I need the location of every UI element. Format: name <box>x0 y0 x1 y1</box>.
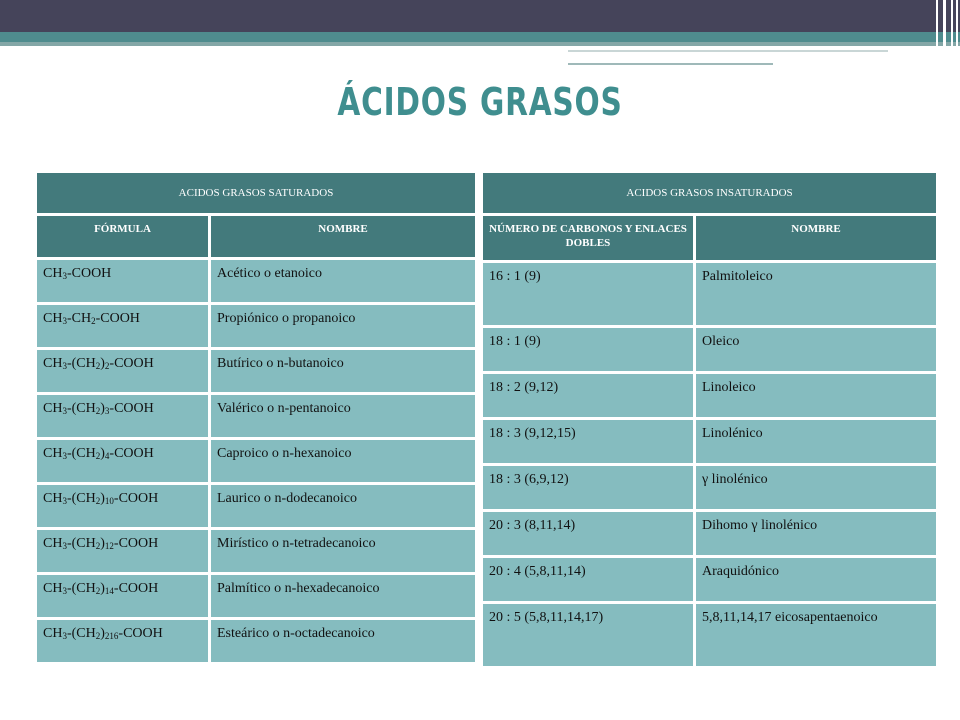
formula-text: -COOH <box>95 311 140 326</box>
formula-text: CH <box>43 401 63 416</box>
unsaturated-table <box>480 170 939 669</box>
acid-name-cell: Laurico o n-dodecanoico <box>210 484 477 529</box>
acid-name-cell: Valérico o n-pentanoico <box>210 394 477 439</box>
formula-subscript: 2 <box>95 541 101 551</box>
table-row <box>36 349 477 394</box>
formula-text: -COOH <box>109 356 154 371</box>
slide-title: ÁCIDOS GRASOS <box>337 80 623 124</box>
formula-text: ) <box>100 626 105 641</box>
carbons-cell: 20 : 5 (5,8,11,14,17) <box>482 603 695 668</box>
acid-name-cell: Acético o etanoico <box>210 259 477 304</box>
formula-text: ) <box>100 536 105 551</box>
formula-text: ) <box>100 491 105 506</box>
formula-text: -(CH <box>66 536 96 551</box>
formula-subscript: 2 <box>91 316 96 326</box>
table-row <box>36 574 477 619</box>
formula-subscript: 3 <box>62 406 67 416</box>
table-row <box>482 373 938 419</box>
table-row <box>482 465 938 511</box>
formula-text: -(CH <box>66 356 96 371</box>
formula-text: -COOH <box>118 626 163 641</box>
formula-text: -COOH <box>113 581 159 596</box>
col-name: NOMBRE <box>695 215 938 262</box>
acid-name-cell: Caproico o n-hexanoico <box>210 439 477 484</box>
formula-subscript: 3 <box>104 406 110 416</box>
saturated-table <box>34 170 478 665</box>
carbons-cell: 20 : 4 (5,8,11,14) <box>482 557 695 603</box>
formula-cell <box>36 394 210 439</box>
decor-line <box>568 50 888 52</box>
formula-text: CH <box>43 446 63 461</box>
table-row <box>36 259 477 304</box>
formula-subscript: 3 <box>62 586 67 596</box>
formula-cell <box>36 439 210 484</box>
acid-name-cell: Mirístico o n-tetradecanoico <box>210 529 477 574</box>
formula-text: -COOH <box>113 536 159 551</box>
formula-text: CH <box>43 536 63 551</box>
formula-cell <box>36 304 210 349</box>
formula-text: CH <box>43 311 63 326</box>
formula-cell <box>36 484 210 529</box>
acid-name-cell: Linolénico <box>695 419 938 465</box>
carbons-cell: 18 : 3 (6,9,12) <box>482 465 695 511</box>
formula-text: -(CH <box>66 491 96 506</box>
formula-text: -CH <box>66 311 92 326</box>
acid-name-cell: Dihomo γ linolénico <box>695 511 938 557</box>
formula-subscript: 216 <box>104 631 119 641</box>
formula-subscript: 14 <box>104 586 114 596</box>
table-row <box>482 419 938 465</box>
table-row <box>36 484 477 529</box>
formula-text: -COOH <box>113 491 159 506</box>
table-row <box>36 304 477 349</box>
carbons-cell: 18 : 3 (9,12,15) <box>482 419 695 465</box>
formula-text: CH <box>43 491 63 506</box>
carbons-cell: 16 : 1 (9) <box>482 262 695 327</box>
formula-cell <box>36 529 210 574</box>
col-carbons: NÚMERO DE CARBONOS Y ENLACES DOBLES <box>482 215 695 262</box>
formula-cell <box>36 619 210 664</box>
table-row <box>482 511 938 557</box>
table-row <box>482 262 938 327</box>
formula-text: -(CH <box>66 581 96 596</box>
formula-subscript: 2 <box>95 451 101 461</box>
carbons-cell: 20 : 3 (8,11,14) <box>482 511 695 557</box>
formula-text: CH <box>43 356 63 371</box>
top-light-band <box>0 42 960 46</box>
formula-text: ) <box>100 401 105 416</box>
acid-name-cell: Esteárico o n-octadecanoico <box>210 619 477 664</box>
formula-subscript: 3 <box>62 271 67 281</box>
acid-name-cell: Propiónico o propanoico <box>210 304 477 349</box>
top-dark-bar <box>0 0 960 32</box>
carbons-cell: 18 : 2 (9,12) <box>482 373 695 419</box>
formula-subscript: 4 <box>104 451 110 461</box>
formula-subscript: 3 <box>62 316 67 326</box>
table-row <box>482 327 938 373</box>
decor-vertical-stripes <box>934 0 960 66</box>
formula-text: CH <box>43 626 63 641</box>
formula-cell <box>36 574 210 619</box>
formula-cell <box>36 349 210 394</box>
formula-subscript: 10 <box>104 496 114 506</box>
decor-line <box>568 63 773 65</box>
acid-name-cell: γ linolénico <box>695 465 938 511</box>
formula-subscript: 3 <box>62 451 67 461</box>
top-teal-bar <box>0 32 960 42</box>
unsaturated-header: ACIDOS GRASOS INSATURADOS <box>482 172 938 215</box>
acid-name-cell: Oleico <box>695 327 938 373</box>
formula-subscript: 3 <box>62 496 67 506</box>
formula-text: CH <box>43 266 63 281</box>
table-row <box>482 557 938 603</box>
formula-text: ) <box>100 581 105 596</box>
acid-name-cell: Butírico o n-butanoico <box>210 349 477 394</box>
formula-text: -(CH <box>66 626 96 641</box>
table-row <box>36 529 477 574</box>
formula-subscript: 2 <box>95 631 101 641</box>
formula-subscript: 2 <box>95 586 101 596</box>
formula-subscript: 2 <box>95 361 101 371</box>
acid-name-cell: Palmitoleico <box>695 262 938 327</box>
acid-name-cell: Linoleico <box>695 373 938 419</box>
saturated-header: ACIDOS GRASOS SATURADOS <box>36 172 477 215</box>
col-name: NOMBRE <box>210 215 477 259</box>
acid-name-cell: Araquidónico <box>695 557 938 603</box>
formula-subscript: 2 <box>104 361 110 371</box>
formula-text: -(CH <box>66 446 96 461</box>
table-row <box>36 394 477 439</box>
formula-subscript: 2 <box>95 406 101 416</box>
acid-name-cell: Palmítico o n-hexadecanoico <box>210 574 477 619</box>
formula-text: ) <box>100 356 105 371</box>
formula-subscript: 3 <box>62 361 67 371</box>
acid-name-cell: 5,8,11,14,17 eicosapentaenoico <box>695 603 938 668</box>
formula-cell <box>36 259 210 304</box>
formula-subscript: 2 <box>95 496 101 506</box>
col-formula: FÓRMULA <box>36 215 210 259</box>
table-row <box>36 619 477 664</box>
formula-text: ) <box>100 446 105 461</box>
formula-text: -COOH <box>66 266 112 281</box>
table-row <box>482 603 938 668</box>
formula-text: -COOH <box>109 401 154 416</box>
formula-text: -(CH <box>66 401 96 416</box>
formula-subscript: 3 <box>62 541 67 551</box>
table-row <box>36 439 477 484</box>
formula-subscript: 12 <box>104 541 114 551</box>
formula-text: CH <box>43 581 63 596</box>
carbons-cell: 18 : 1 (9) <box>482 327 695 373</box>
formula-subscript: 3 <box>62 631 67 641</box>
formula-text: -COOH <box>109 446 154 461</box>
